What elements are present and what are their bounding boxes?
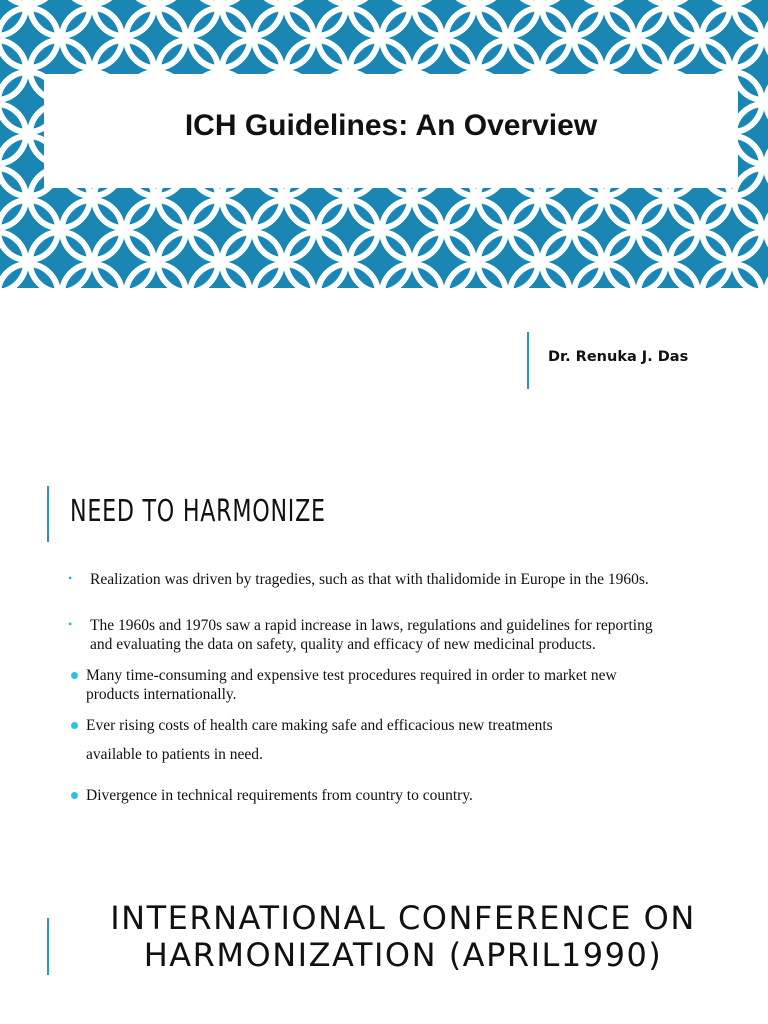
slide-title: ICH Guidelines: An Overview: [184, 109, 598, 142]
title-slide: [0, 0, 768, 288]
title-box: [44, 74, 738, 188]
conference-heading: [70, 900, 736, 974]
bullet-dot-icon: [71, 722, 78, 729]
list-item: [68, 616, 653, 654]
bullet-text-line: available to patients in need.: [86, 746, 263, 763]
bullet-text-line: Realization was driven by tragedies, such as that with thalidomide in Europe in the 1960s.: [90, 571, 649, 588]
conference-heading-line: HARMONIZATION (APRIL1990): [143, 936, 663, 974]
section-heading: NEED TO HARMONIZE: [70, 494, 326, 529]
bullet-text-line: Ever rising costs of health care making safe and efficacious new treatments: [86, 717, 553, 734]
author-name: Dr. Renuka J. Das: [548, 349, 689, 365]
bullet-dot-icon: •: [68, 571, 73, 585]
bullet-dot-icon: [71, 672, 78, 679]
heading-accent-bar: [47, 918, 49, 975]
bullet-text-line: Many time-consuming and expensive test procedures required in order to market new: [86, 667, 617, 684]
list-item: [86, 716, 553, 764]
list-item: [86, 666, 617, 704]
author-divider: [527, 332, 529, 389]
heading-accent-bar: [47, 486, 49, 542]
bullet-text-line: and evaluating the data on safety, quality and efficacy of new medicinal products.: [90, 636, 596, 653]
bullet-dot-icon: [71, 792, 78, 799]
conference-heading-line: INTERNATIONAL CONFERENCE ON: [110, 899, 696, 937]
bullet-text-line: The 1960s and 1970s saw a rapid increase in laws, regulations and guidelines for reporting: [90, 617, 653, 634]
bullet-dot-icon: •: [68, 617, 73, 631]
bullet-text-line: Divergence in technical requirements from country to country.: [86, 787, 473, 804]
bullet-text-line: products internationally.: [86, 686, 237, 703]
list-item: [68, 570, 649, 589]
list-item: [86, 786, 473, 805]
